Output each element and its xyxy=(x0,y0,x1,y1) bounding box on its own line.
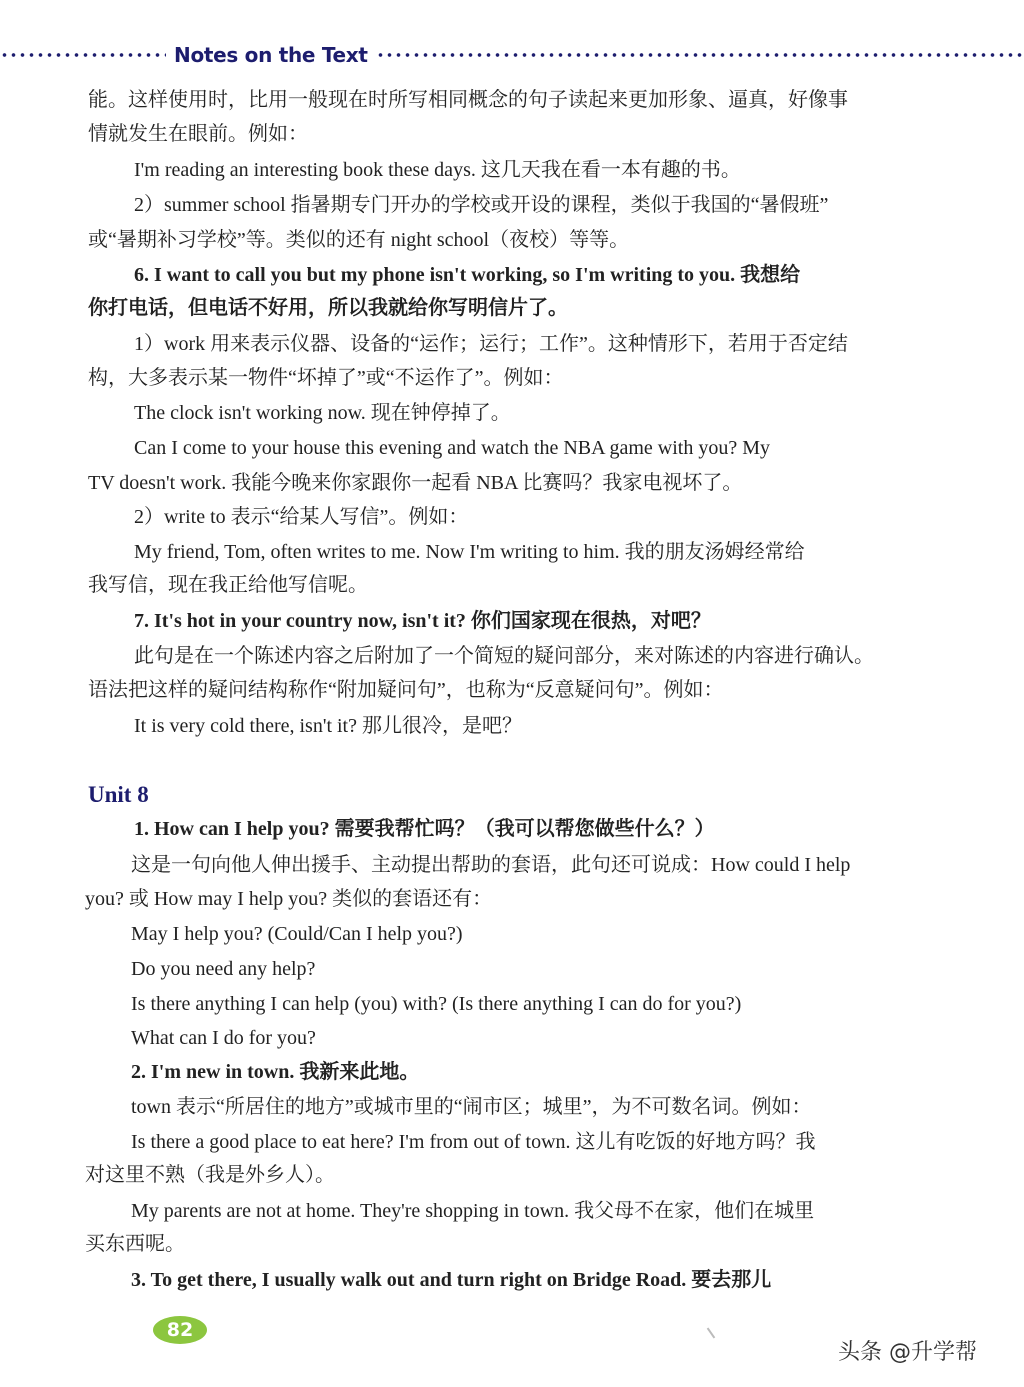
example-sentence-cont: 买东西呢。 xyxy=(85,1233,185,1255)
example-sentence: My parents are not at home. They're shopping in town. 我父母不在家，他们在城里 xyxy=(131,1200,815,1222)
example-sentence: May I help you? (Could/Can I help you?) xyxy=(131,923,463,945)
dotted-rule-right xyxy=(376,53,1022,57)
text-line: 构，大多表示某一物件“坏掉了”或“不运作了”。例如： xyxy=(88,367,564,389)
note-heading-7: 7. It's hot in your country now, isn't it? 你们国家现在很热，对吧？ xyxy=(134,610,711,632)
example-sentence: I'm reading an interesting book these days. 这几天我在看一本有趣的书。 xyxy=(134,159,741,181)
example-sentence-cont: 我写信，现在我正给他写信呢。 xyxy=(88,574,368,596)
page-number-badge: 82 xyxy=(153,1316,207,1344)
note-heading-6-cont: 你打电话，但电话不好用，所以我就给你写明信片了。 xyxy=(88,297,568,319)
section-header xyxy=(0,40,1024,70)
example-sentence: Can I come to your house this evening and watch the NBA game with you? My xyxy=(134,437,770,459)
example-sentence: It is very cold there, isn't it? 那儿很冷，是吧？ xyxy=(134,715,522,737)
example-sentence: My friend, Tom, often writes to me. Now I'm writing to him. 我的朋友汤姆经常给 xyxy=(134,541,805,563)
unit-heading: Unit 8 xyxy=(88,782,149,807)
text-line: 或“暑期补习学校”等。类似的还有 night school（夜校）等等。 xyxy=(88,229,630,251)
text-line: 能。这样使用时，比用一般现在时所写相同概念的句子读起来更加形象、逼真，好像事 xyxy=(88,89,848,111)
example-sentence: Is there anything I can help (you) with? (Is there anything I can do for you?) xyxy=(131,993,742,1015)
text-line: 这是一句向他人伸出援手、主动提出帮助的套语，此句还可说成：How could I help xyxy=(131,854,851,876)
scan-mark xyxy=(707,1328,716,1339)
text-line: 情就发生在眼前。例如： xyxy=(88,123,308,145)
example-sentence: Do you need any help? xyxy=(131,958,316,980)
example-sentence: Is there a good place to eat here? I'm from out of town. 这儿有吃饭的好地方吗？我 xyxy=(131,1131,816,1153)
note-heading-6: 6. I want to call you but my phone isn't working, so I'm writing to you. 我想给 xyxy=(134,264,801,286)
text-line: 1）work 用来表示仪器、设备的“运作；运行；工作”。这种情形下，若用于否定结 xyxy=(134,333,848,355)
text-line: you? 或 How may I help you? 类似的套语还有： xyxy=(85,888,493,910)
watermark: 头条 @升学帮 xyxy=(838,1340,977,1365)
example-sentence-cont: TV doesn't work. 我能今晚来你家跟你一起看 NBA 比赛吗？我家电视坏了。 xyxy=(88,472,743,494)
text-line: town 表示“所居住的地方”或城市里的“闹市区；城里”，为不可数名词。例如： xyxy=(131,1096,812,1118)
example-sentence: The clock isn't working now. 现在钟停掉了。 xyxy=(134,402,511,424)
example-sentence: What can I do for you? xyxy=(131,1027,316,1049)
section-title: Notes on the Text xyxy=(174,43,368,67)
example-sentence-cont: 对这里不熟（我是外乡人）。 xyxy=(85,1164,335,1186)
text-line: 语法把这样的疑问结构称作“附加疑问句”，也称为“反意疑问句”。例如： xyxy=(88,679,724,701)
text-line: 2）summer school 指暑期专门开办的学校或开设的课程，类似于我国的“暑假班” xyxy=(134,194,829,216)
note-heading-3: 3. To get there, I usually walk out and turn right on Bridge Road. 要去那儿 xyxy=(131,1269,772,1291)
text-line: 此句是在一个陈述内容之后附加了一个简短的疑问部分，来对陈述的内容进行确认。 xyxy=(134,645,874,667)
dotted-rule-left xyxy=(0,53,166,57)
text-line: 2）write to 表示“给某人写信”。例如： xyxy=(134,506,469,528)
note-heading-1: 1. How can I help you? 需要我帮忙吗？（我可以帮您做些什么？） xyxy=(134,818,715,840)
note-heading-2: 2. I'm new in town. 我新来此地。 xyxy=(131,1061,420,1083)
